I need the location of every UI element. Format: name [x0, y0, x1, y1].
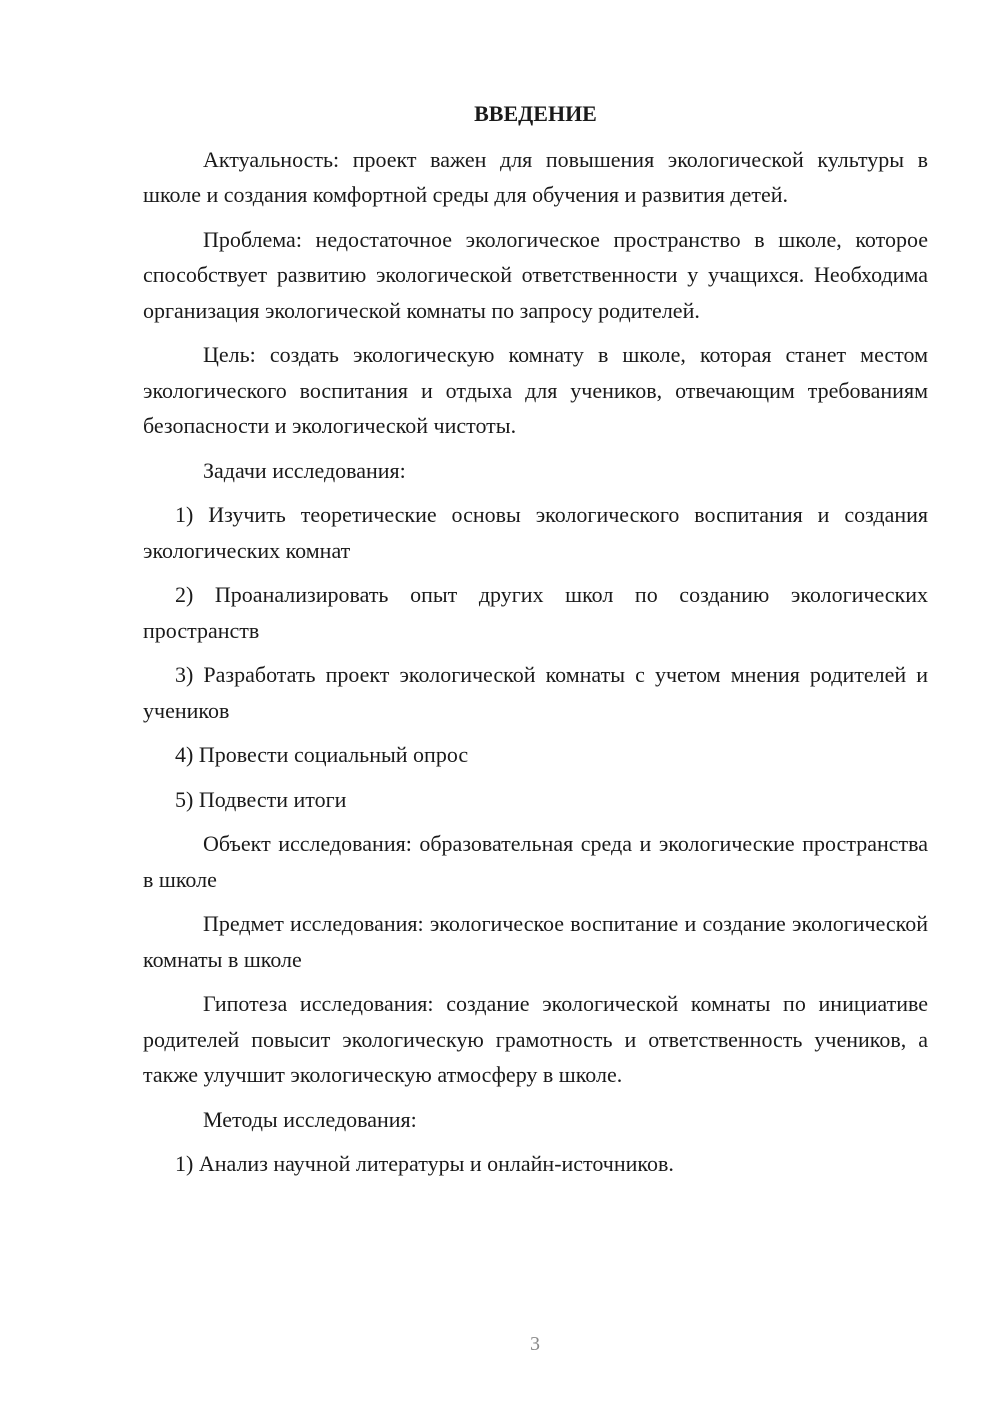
page-number: 3 [530, 1333, 540, 1355]
problem-paragraph: Проблема: недостаточное экологическое пространство в школе, которое способствует развитию экологической ответственности у учащихся. Необходима организация экологической комнаты по запросу родителей. [143, 226, 928, 323]
task-item-4: 4) Провести социальный опрос [175, 742, 469, 767]
task-item-3: 3) Разработать проект экологической комнаты с учетом мнения родителей и учеников [143, 662, 928, 723]
object-paragraph: Объект исследования: образовательная среда и экологические пространства в школе [143, 831, 928, 892]
task-item-5: 5) Подвести итоги [175, 786, 347, 812]
page-title: ВВЕДЕНИЕ [474, 101, 597, 126]
hypothesis-paragraph: Гипотеза исследования: создание экологической комнаты по инициативе родителей повысит экологическую грамотность и ответственность учеников, а также улучшит экологическую атмосферу в школе. [143, 991, 928, 1087]
task-item-2: 2) Проанализировать опыт других школ по созданию экологических пространств [143, 582, 928, 643]
relevance-paragraph: Актуальность: проект важен для повышения экологической культуры в школе и создания комфортной среды для обучения и развития детей. [143, 146, 928, 207]
document-page [143, 96, 928, 1191]
task-item-1: 1) Изучить теоретические основы экологического воспитания и создания экологических комнат [143, 502, 928, 563]
subject-paragraph: Предмет исследования: экологическое воспитание и создание экологической комнаты в школе [143, 911, 928, 972]
goal-paragraph: Цель: создать экологическую комнату в школе, которая станет местом экологического воспитания и отдыха для учеников, отвечающим требованиям безопасности и экологической чистоты. [143, 342, 928, 438]
methods-heading: Методы исследования: [203, 1106, 417, 1132]
tasks-heading: Задачи исследования: [203, 457, 406, 483]
method-item-1: 1) Анализ научной литературы и онлайн-источников. [175, 1151, 674, 1176]
